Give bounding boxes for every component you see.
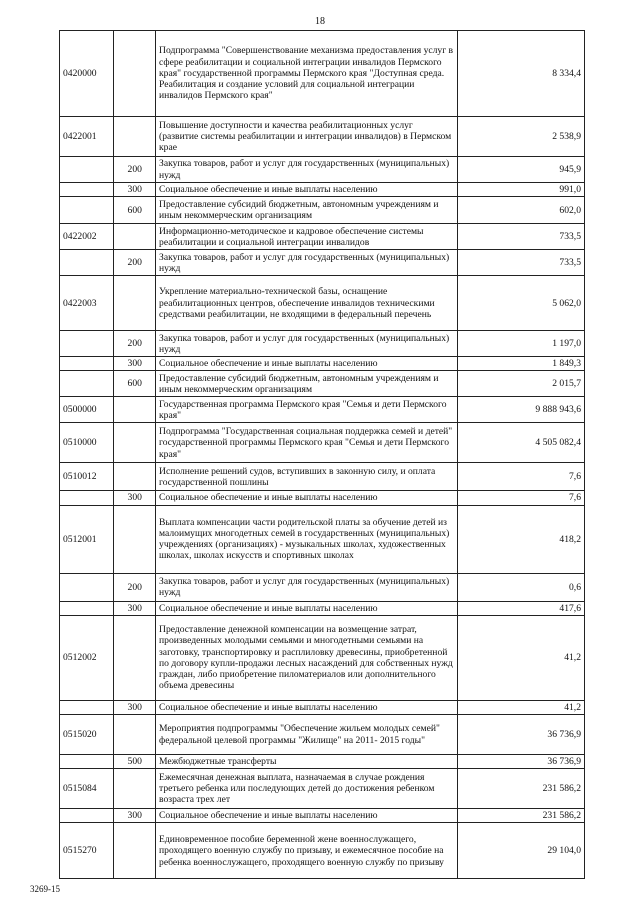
table-row [60,809,585,823]
row-name-cell: Выплата компенсации части родительской платы за обучение детей из малоимущих многодетных семей в государственных (муниципальных) учреждениях (организациях) - музыкальных школах, художественных школах, школах искусств и спортивных школах [156,505,458,573]
row-expense-type-cell: 300 [114,357,156,371]
row-amount-cell: 602,0 [457,197,584,224]
row-amount-cell: 2 015,7 [457,371,584,397]
row-amount-cell: 733,5 [457,224,584,250]
row-name-cell: Мероприятия подпрограммы "Обеспечение жильем молодых семей" федеральной целевой программы "Жилище" на 2011- 2015 годы" [156,715,458,755]
row-amount-cell: 417,6 [457,601,584,615]
table-row [60,397,585,423]
row-amount-cell: 7,6 [457,491,584,505]
row-expense-type-cell [114,117,156,157]
row-name-cell: Социальное обеспечение и иные выплаты населению [156,809,458,823]
table-row [60,197,585,224]
row-code-cell [60,250,114,276]
budget-table-body [60,31,585,879]
row-code-cell [60,601,114,615]
row-expense-type-cell: 500 [114,755,156,769]
row-amount-cell: 231 586,2 [457,769,584,809]
row-expense-type-cell: 600 [114,371,156,397]
row-amount-cell: 1 197,0 [457,331,584,357]
table-row [60,505,585,573]
row-code-cell [60,755,114,769]
row-name-cell: Социальное обеспечение и иные выплаты населению [156,601,458,615]
row-expense-type-cell [114,769,156,809]
table-row [60,423,585,463]
page-number: 18 [315,16,325,27]
table-row [60,250,585,276]
row-code-cell: 0422002 [60,224,114,250]
row-expense-type-cell: 200 [114,157,156,183]
row-expense-type-cell [114,397,156,423]
row-amount-cell: 418,2 [457,505,584,573]
row-expense-type-cell [114,224,156,250]
row-code-cell: 0515020 [60,715,114,755]
table-row [60,463,585,491]
row-name-cell: Подпрограмма "Совершенствование механизма предоставления услуг в сфере реабилитации и социальной интеграции инвалидов Пермского края" государственной программы Пермского края "Доступная среда. Реабилитация и создание условий для социальной интеграции инвалидов Пермского края" [156,31,458,117]
row-name-cell: Подпрограмма "Государственная социальная поддержка семей и детей" государственной программы Пермского края "Семья и дети Пермского края" [156,423,458,463]
row-code-cell [60,700,114,714]
row-expense-type-cell: 200 [114,250,156,276]
row-name-cell: Закупка товаров, работ и услуг для государственных (муниципальных) нужд [156,573,458,601]
row-code-cell [60,357,114,371]
table-row [60,823,585,879]
row-name-cell: Предоставление субсидий бюджетным, автономным учреждениям и иным некоммерческим организациям [156,371,458,397]
row-name-cell: Исполнение решений судов, вступивших в законную силу, и оплата государственной пошлины [156,463,458,491]
table-row [60,715,585,755]
row-code-cell: 0515270 [60,823,114,879]
row-code-cell: 0420000 [60,31,114,117]
table-row [60,573,585,601]
row-code-cell [60,573,114,601]
row-code-cell: 0500000 [60,397,114,423]
row-code-cell [60,491,114,505]
row-name-cell: Социальное обеспечение и иные выплаты населению [156,700,458,714]
row-amount-cell: 41,2 [457,700,584,714]
footer-code: 3269-15 [30,884,60,894]
table-row [60,371,585,397]
row-expense-type-cell [114,615,156,700]
row-expense-type-cell [114,423,156,463]
table-row [60,183,585,197]
row-code-cell [60,809,114,823]
row-expense-type-cell [114,823,156,879]
row-amount-cell: 29 104,0 [457,823,584,879]
row-name-cell: Государственная программа Пермского края "Семья и дети Пермского края" [156,397,458,423]
table-row [60,117,585,157]
row-code-cell: 0422003 [60,276,114,331]
row-amount-cell: 2 538,9 [457,117,584,157]
table-row [60,331,585,357]
row-expense-type-cell: 300 [114,700,156,714]
row-code-cell: 0515084 [60,769,114,809]
row-expense-type-cell: 300 [114,809,156,823]
row-name-cell: Укрепление материально-технической базы, оснащение реабилитационных центров, обеспечение инвалидов техническими средствами реабилитации, не входящими в федеральный перечень [156,276,458,331]
table-row [60,357,585,371]
row-amount-cell: 7,6 [457,463,584,491]
table-row [60,601,585,615]
row-name-cell: Закупка товаров, работ и услуг для государственных (муниципальных) нужд [156,250,458,276]
row-expense-type-cell: 200 [114,331,156,357]
row-code-cell [60,197,114,224]
table-row [60,31,585,117]
row-amount-cell: 945,9 [457,157,584,183]
row-name-cell: Социальное обеспечение и иные выплаты населению [156,183,458,197]
row-code-cell: 0422001 [60,117,114,157]
row-expense-type-cell: 300 [114,183,156,197]
row-name-cell: Межбюджетные трансферты [156,755,458,769]
row-expense-type-cell [114,505,156,573]
table-row [60,276,585,331]
table-row [60,224,585,250]
row-amount-cell: 0,6 [457,573,584,601]
table-row [60,755,585,769]
row-amount-cell: 231 586,2 [457,809,584,823]
row-name-cell: Закупка товаров, работ и услуг для государственных (муниципальных) нужд [156,157,458,183]
budget-table [59,30,585,879]
row-expense-type-cell [114,715,156,755]
row-name-cell: Единовременное пособие беременной жене военнослужащего, проходящего военную службу по призыву, и ежемесячное пособие на ребенка военнослужащего, проходящего военную службу по призыву [156,823,458,879]
table-row [60,491,585,505]
row-amount-cell: 991,0 [457,183,584,197]
row-amount-cell: 8 334,4 [457,31,584,117]
row-name-cell: Социальное обеспечение и иные выплаты населению [156,357,458,371]
row-expense-type-cell [114,463,156,491]
row-code-cell [60,331,114,357]
row-expense-type-cell: 300 [114,491,156,505]
row-amount-cell: 1 849,3 [457,357,584,371]
row-code-cell: 0510000 [60,423,114,463]
row-amount-cell: 4 505 082,4 [457,423,584,463]
row-code-cell [60,183,114,197]
row-name-cell: Повышение доступности и качества реабилитационных услуг (развитие системы реабилитации и интеграции инвалидов) в Пермском крае [156,117,458,157]
row-name-cell: Предоставление денежной компенсации на возмещение затрат, произведенных молодыми семьями и многодетными семьями на заготовку, транспортировку и расплиловку древесины, приобретенной по договору купли-продажи лесных насаждений для собственных нужд граждан, либо приобретение пиломатериалов или дополнительного объема древесины [156,615,458,700]
row-name-cell: Социальное обеспечение и иные выплаты населению [156,491,458,505]
table-row [60,615,585,700]
row-expense-type-cell: 300 [114,601,156,615]
row-amount-cell: 733,5 [457,250,584,276]
row-amount-cell: 36 736,9 [457,755,584,769]
row-name-cell: Закупка товаров, работ и услуг для государственных (муниципальных) нужд [156,331,458,357]
row-expense-type-cell: 600 [114,197,156,224]
row-code-cell: 0512001 [60,505,114,573]
table-row [60,157,585,183]
row-amount-cell: 9 888 943,6 [457,397,584,423]
row-expense-type-cell [114,31,156,117]
row-code-cell: 0510012 [60,463,114,491]
row-expense-type-cell: 200 [114,573,156,601]
table-row [60,700,585,714]
row-expense-type-cell [114,276,156,331]
row-code-cell [60,157,114,183]
row-amount-cell: 5 062,0 [457,276,584,331]
row-code-cell: 0512002 [60,615,114,700]
row-name-cell: Ежемесячная денежная выплата, назначаемая в случае рождения третьего ребенка или последующих детей до достижения ребенком возраста трех лет [156,769,458,809]
row-name-cell: Предоставление субсидий бюджетным, автономным учреждениям и иным некоммерческим организациям [156,197,458,224]
table-row [60,769,585,809]
row-name-cell: Информационно-методическое и кадровое обеспечение системы реабилитации и социальной интеграции инвалидов [156,224,458,250]
row-amount-cell: 36 736,9 [457,715,584,755]
row-code-cell [60,371,114,397]
row-amount-cell: 41,2 [457,615,584,700]
